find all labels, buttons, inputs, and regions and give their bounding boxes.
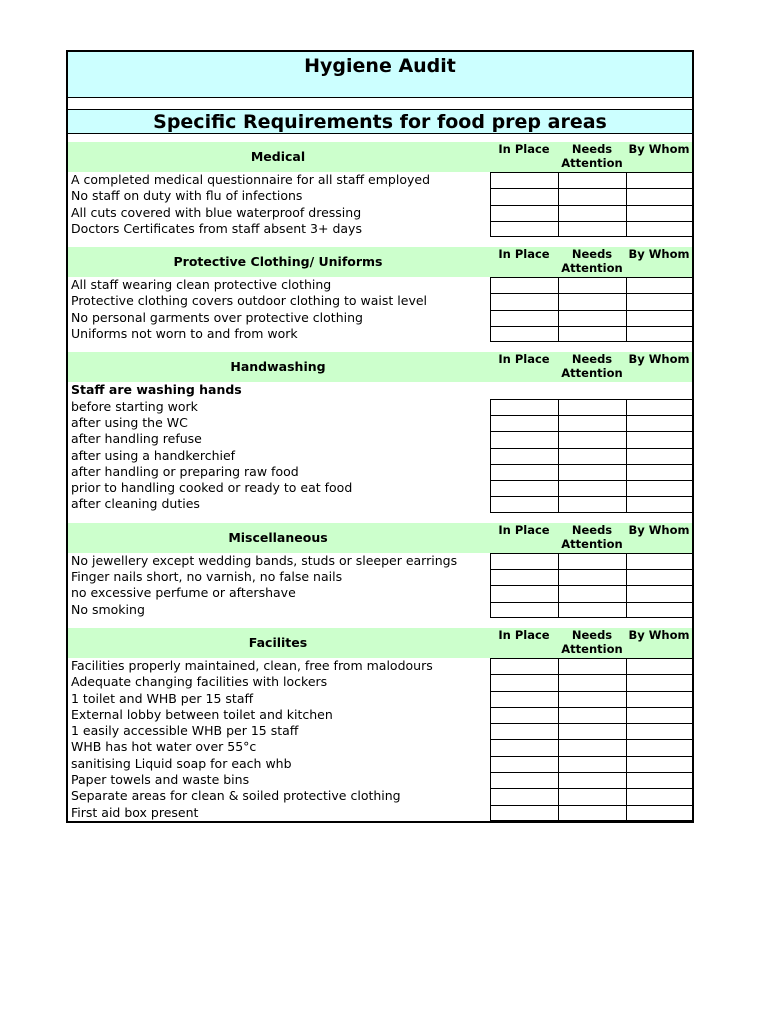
item-label: No staff on duty with flu of infections bbox=[71, 188, 303, 204]
checklist-item bbox=[68, 172, 692, 188]
item-label: after handling or preparing raw food bbox=[71, 463, 299, 479]
checklist-item bbox=[68, 756, 692, 772]
by-whom-cell[interactable] bbox=[626, 805, 692, 821]
by-whom-cell[interactable] bbox=[626, 448, 692, 464]
by-whom-cell[interactable] bbox=[626, 756, 692, 772]
needs-attention-cell[interactable] bbox=[558, 172, 626, 188]
in-place-cell[interactable] bbox=[490, 399, 558, 415]
section-gap bbox=[68, 342, 692, 352]
by-whom-cell[interactable] bbox=[626, 739, 692, 755]
in-place-cell[interactable] bbox=[490, 723, 558, 739]
needs-attention-cell[interactable] bbox=[558, 756, 626, 772]
needs-attention-cell[interactable] bbox=[558, 553, 626, 569]
by-whom-cell[interactable] bbox=[626, 569, 692, 585]
needs-attention-cell[interactable] bbox=[558, 658, 626, 674]
by-whom-cell[interactable] bbox=[626, 277, 692, 293]
in-place-cell[interactable] bbox=[490, 496, 558, 512]
needs-attention-cell[interactable] bbox=[558, 585, 626, 601]
checklist-item bbox=[68, 326, 692, 342]
needs-attention-cell[interactable] bbox=[558, 788, 626, 804]
checklist-item bbox=[68, 293, 692, 309]
item-label: No jewellery except wedding bands, studs or sleeper earrings bbox=[71, 552, 458, 568]
in-place-cell[interactable] bbox=[490, 431, 558, 447]
checklist-item bbox=[68, 310, 692, 326]
needs-attention-cell[interactable] bbox=[558, 602, 626, 618]
section-gap bbox=[68, 513, 692, 523]
checklist-item bbox=[68, 707, 692, 723]
column-in-place: In Place bbox=[498, 142, 550, 156]
by-whom-cell[interactable] bbox=[626, 658, 692, 674]
in-place-cell[interactable] bbox=[490, 805, 558, 821]
by-whom-cell[interactable] bbox=[626, 480, 692, 496]
in-place-cell[interactable] bbox=[490, 172, 558, 188]
section-gap bbox=[68, 237, 692, 247]
by-whom-cell[interactable] bbox=[626, 172, 692, 188]
sections-container bbox=[68, 134, 692, 821]
checklist-item bbox=[68, 205, 692, 221]
section-gap bbox=[68, 134, 692, 142]
item-label: All cuts covered with blue waterproof dressing bbox=[71, 204, 362, 220]
by-whom-cell[interactable] bbox=[626, 221, 692, 237]
checklist-item bbox=[68, 464, 692, 480]
by-whom-cell[interactable] bbox=[626, 293, 692, 309]
item-label: No personal garments over protective clothing bbox=[71, 309, 363, 325]
in-place-cell[interactable] bbox=[490, 788, 558, 804]
item-label: after using a handkerchief bbox=[71, 447, 236, 463]
item-label: Facilities properly maintained, clean, free from malodours bbox=[71, 657, 433, 673]
item-label: No smoking bbox=[71, 601, 145, 617]
checklist-item bbox=[68, 805, 692, 821]
needs-attention-cell[interactable] bbox=[558, 310, 626, 326]
by-whom-cell[interactable] bbox=[626, 723, 692, 739]
needs-attention-cell[interactable] bbox=[558, 293, 626, 309]
title-spacer bbox=[68, 98, 692, 110]
item-label: after using the WC bbox=[71, 414, 188, 430]
in-place-cell[interactable] bbox=[490, 707, 558, 723]
needs-attention-cell[interactable] bbox=[558, 739, 626, 755]
item-label: Finger nails short, no varnish, no false nails bbox=[71, 569, 343, 585]
needs-attention-cell[interactable] bbox=[558, 326, 626, 342]
by-whom-cell[interactable] bbox=[626, 602, 692, 618]
in-place-cell[interactable] bbox=[490, 464, 558, 480]
needs-attention-cell[interactable] bbox=[558, 188, 626, 204]
column-needs-attention: Needs Attention bbox=[561, 247, 623, 276]
item-label: External lobby between toilet and kitchen bbox=[71, 706, 333, 722]
needs-attention-cell[interactable] bbox=[558, 431, 626, 447]
column-in-place: In Place bbox=[498, 627, 550, 642]
item-group-heading: Staff are washing hands bbox=[71, 382, 242, 398]
column-by-whom: By Whom bbox=[628, 142, 690, 156]
item-label: Uniforms not worn to and from work bbox=[71, 326, 298, 342]
item-label: All staff wearing clean protective clothing bbox=[71, 277, 332, 293]
by-whom-cell[interactable] bbox=[626, 464, 692, 480]
column-needs-attention: Needs Attention bbox=[561, 522, 623, 551]
in-place-cell[interactable] bbox=[490, 756, 558, 772]
checklist-item bbox=[68, 382, 692, 398]
item-label: A completed medical questionnaire for all staff employed bbox=[71, 172, 431, 187]
column-by-whom: By Whom bbox=[628, 522, 690, 537]
by-whom-cell[interactable] bbox=[626, 205, 692, 221]
checklist-item bbox=[68, 788, 692, 804]
checklist-item bbox=[68, 188, 692, 204]
checklist-item bbox=[68, 496, 692, 512]
in-place-cell[interactable] bbox=[490, 739, 558, 755]
checklist-item bbox=[68, 658, 692, 674]
item-label: sanitising Liquid soap for each whb bbox=[71, 755, 292, 771]
item-label: before starting work bbox=[71, 398, 198, 414]
by-whom-cell[interactable] bbox=[626, 188, 692, 204]
checklist-item bbox=[68, 723, 692, 739]
in-place-cell[interactable] bbox=[490, 310, 558, 326]
needs-attention-cell[interactable] bbox=[558, 415, 626, 431]
section-header bbox=[68, 142, 692, 172]
item-label: 1 easily accessible WHB per 15 staff bbox=[71, 723, 299, 739]
needs-attention-cell[interactable] bbox=[558, 205, 626, 221]
column-in-place: In Place bbox=[498, 522, 550, 537]
checklist-item bbox=[68, 415, 692, 431]
needs-attention-cell[interactable] bbox=[558, 399, 626, 415]
needs-attention-cell[interactable] bbox=[558, 496, 626, 512]
checklist-item bbox=[68, 277, 692, 293]
section-title: Handwashing bbox=[230, 359, 326, 375]
in-place-cell[interactable] bbox=[490, 293, 558, 309]
section-title: Facilites bbox=[248, 634, 308, 650]
in-place-cell[interactable] bbox=[490, 205, 558, 221]
column-in-place: In Place bbox=[498, 247, 550, 262]
by-whom-cell[interactable] bbox=[626, 496, 692, 512]
item-label: Protective clothing covers outdoor clothing to waist level bbox=[71, 293, 428, 309]
in-place-cell[interactable] bbox=[490, 772, 558, 788]
section-title: Protective Clothing/ Uniforms bbox=[173, 254, 383, 270]
item-label: Separate areas for clean & soiled protective clothing bbox=[71, 788, 401, 804]
in-place-cell[interactable] bbox=[490, 221, 558, 237]
in-place-cell[interactable] bbox=[490, 415, 558, 431]
column-needs-attention: Needs Attention bbox=[561, 142, 623, 170]
audit-sheet bbox=[66, 50, 694, 823]
by-whom-cell[interactable] bbox=[626, 310, 692, 326]
column-by-whom: By Whom bbox=[628, 627, 690, 642]
section-gap bbox=[68, 618, 692, 628]
column-needs-attention: Needs Attention bbox=[561, 627, 623, 656]
in-place-cell[interactable] bbox=[490, 277, 558, 293]
checklist-item bbox=[68, 221, 692, 237]
section-title: Medical bbox=[250, 149, 306, 164]
in-place-cell[interactable] bbox=[490, 691, 558, 707]
checklist-item bbox=[68, 585, 692, 601]
section-header bbox=[68, 352, 692, 382]
item-label: after cleaning duties bbox=[71, 496, 200, 512]
by-whom-cell[interactable] bbox=[626, 326, 692, 342]
in-place-cell[interactable] bbox=[490, 553, 558, 569]
by-whom-cell[interactable] bbox=[626, 707, 692, 723]
in-place-cell[interactable] bbox=[490, 188, 558, 204]
item-label: no excessive perfume or aftershave bbox=[71, 585, 296, 601]
checklist-item bbox=[68, 448, 692, 464]
checklist-item bbox=[68, 569, 692, 585]
needs-attention-cell[interactable] bbox=[558, 221, 626, 237]
in-place-cell[interactable] bbox=[490, 448, 558, 464]
item-label: prior to handling cooked or ready to eat food bbox=[71, 480, 353, 496]
checklist-item bbox=[68, 602, 692, 618]
by-whom-cell[interactable] bbox=[626, 431, 692, 447]
section-header bbox=[68, 628, 692, 658]
section-header bbox=[68, 523, 692, 553]
by-whom-cell[interactable] bbox=[626, 772, 692, 788]
checklist-item bbox=[68, 399, 692, 415]
column-in-place: In Place bbox=[498, 352, 550, 367]
item-label: Paper towels and waste bins bbox=[71, 772, 250, 788]
section-title: Miscellaneous bbox=[228, 529, 328, 545]
in-place-cell[interactable] bbox=[490, 326, 558, 342]
sheet-subtitle: Specific Requirements for food prep areas bbox=[68, 110, 692, 134]
checklist-item bbox=[68, 674, 692, 690]
checklist-item bbox=[68, 480, 692, 496]
by-whom-cell[interactable] bbox=[626, 399, 692, 415]
in-place-cell[interactable] bbox=[490, 585, 558, 601]
by-whom-cell[interactable] bbox=[626, 585, 692, 601]
checklist-item bbox=[68, 772, 692, 788]
by-whom-cell[interactable] bbox=[626, 553, 692, 569]
needs-attention-cell[interactable] bbox=[558, 277, 626, 293]
needs-attention-cell[interactable] bbox=[558, 772, 626, 788]
column-needs-attention: Needs Attention bbox=[561, 352, 623, 381]
needs-attention-cell[interactable] bbox=[558, 805, 626, 821]
needs-attention-cell[interactable] bbox=[558, 480, 626, 496]
needs-attention-cell[interactable] bbox=[558, 723, 626, 739]
needs-attention-cell[interactable] bbox=[558, 569, 626, 585]
needs-attention-cell[interactable] bbox=[558, 674, 626, 690]
item-label: after handling refuse bbox=[71, 431, 202, 447]
sheet-title: Hygiene Audit bbox=[68, 52, 692, 98]
section-header bbox=[68, 247, 692, 277]
needs-attention-cell[interactable] bbox=[558, 707, 626, 723]
needs-attention-cell[interactable] bbox=[558, 464, 626, 480]
in-place-cell[interactable] bbox=[490, 602, 558, 618]
checklist-item bbox=[68, 553, 692, 569]
needs-attention-cell[interactable] bbox=[558, 448, 626, 464]
in-place-cell[interactable] bbox=[490, 658, 558, 674]
in-place-cell[interactable] bbox=[490, 674, 558, 690]
item-label: WHB has hot water over 55°c bbox=[71, 739, 257, 755]
by-whom-cell[interactable] bbox=[626, 691, 692, 707]
by-whom-cell[interactable] bbox=[626, 415, 692, 431]
checklist-item bbox=[68, 691, 692, 707]
checklist-item bbox=[68, 739, 692, 755]
in-place-cell[interactable] bbox=[490, 569, 558, 585]
in-place-cell[interactable] bbox=[490, 480, 558, 496]
column-by-whom: By Whom bbox=[628, 247, 690, 262]
needs-attention-cell[interactable] bbox=[558, 691, 626, 707]
checklist-item bbox=[68, 431, 692, 447]
item-label: First aid box present bbox=[71, 804, 199, 820]
by-whom-cell[interactable] bbox=[626, 674, 692, 690]
column-by-whom: By Whom bbox=[628, 352, 690, 367]
item-label: 1 toilet and WHB per 15 staff bbox=[71, 690, 254, 706]
by-whom-cell[interactable] bbox=[626, 788, 692, 804]
item-label: Adequate changing facilities with lockers bbox=[71, 674, 328, 690]
item-label: Doctors Certificates from staff absent 3+ days bbox=[71, 220, 362, 236]
